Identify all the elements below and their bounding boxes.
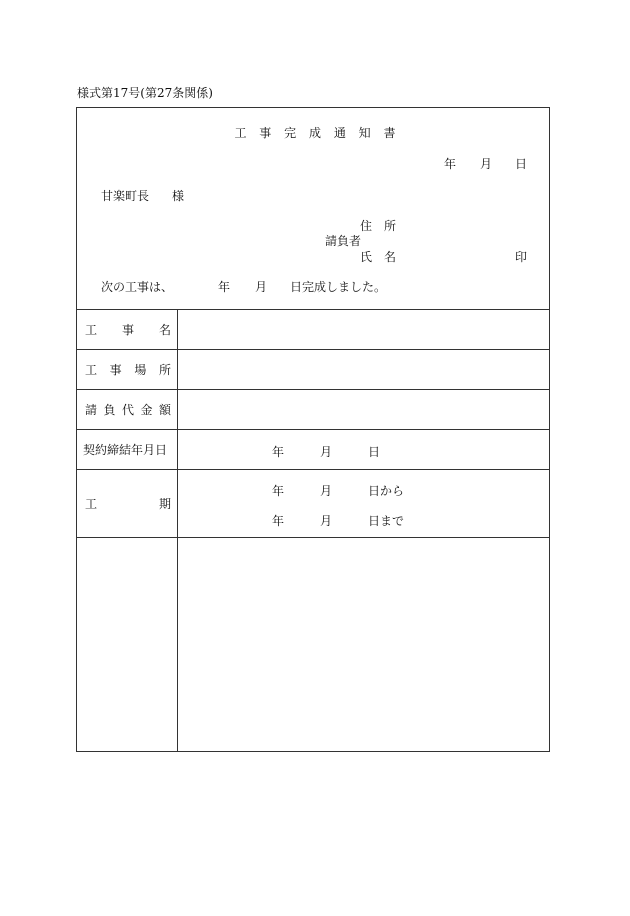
period-start-month: 月 <box>320 484 333 498</box>
label-char: 工 <box>85 322 98 337</box>
statement-suffix: 日完成しました。 <box>290 280 387 294</box>
label-char: 事 <box>109 362 122 377</box>
label-char: 所 <box>158 362 171 377</box>
contract-date-year: 年 <box>272 445 285 459</box>
label-contract-amount <box>77 389 177 429</box>
row-divider <box>76 537 550 538</box>
title-char: 書 <box>383 126 396 140</box>
label-char: 金 <box>140 402 153 417</box>
label-char: 負 <box>103 402 116 417</box>
label-char: 名 <box>158 322 171 337</box>
contractor-role-label: 請負者 <box>325 234 362 248</box>
label-char: 期 <box>158 496 171 511</box>
date-day: 日 <box>515 157 528 171</box>
statement-prefix: 次の工事は、 <box>101 280 174 294</box>
statement-year: 年 <box>218 280 231 294</box>
addressee-name: 甘楽町長 <box>101 189 150 203</box>
title-char: 成 <box>308 126 321 140</box>
document-title <box>0 124 630 141</box>
label-text: 契約締結年月日 <box>83 442 168 457</box>
form-number-header: 様式第17号(第27条関係) <box>77 86 213 100</box>
date-month: 月 <box>480 157 493 171</box>
label-char: 工 <box>85 362 98 377</box>
label-char: 額 <box>158 402 171 417</box>
period-end-year: 年 <box>272 514 285 528</box>
contractor-address-label: 住 所 <box>360 219 397 233</box>
contract-date-day: 日 <box>368 445 381 459</box>
seal-mark: 印 <box>515 250 528 264</box>
column-divider <box>177 309 178 752</box>
period-start-year: 年 <box>272 484 285 498</box>
title-char: 事 <box>259 126 272 140</box>
title-char: 知 <box>358 126 371 140</box>
label-work-period <box>77 469 177 537</box>
period-end-month: 月 <box>320 514 333 528</box>
period-end-day: 日まで <box>368 514 405 528</box>
label-char: 工 <box>85 496 98 511</box>
label-char: 代 <box>121 402 134 417</box>
title-char: 通 <box>333 126 346 140</box>
label-char: 請 <box>85 402 98 417</box>
contract-date-month: 月 <box>320 445 333 459</box>
date-year: 年 <box>444 157 457 171</box>
contractor-name-label: 氏 名 <box>360 250 397 264</box>
label-char: 場 <box>134 362 147 377</box>
addressee-honorific: 様 <box>172 189 185 203</box>
label-contract-date <box>77 429 177 469</box>
label-char: 事 <box>121 322 134 337</box>
title-char: 完 <box>284 126 297 140</box>
period-start-day: 日から <box>368 484 405 498</box>
title-char: 工 <box>234 126 247 140</box>
label-work-name <box>77 309 177 349</box>
label-work-place <box>77 349 177 389</box>
statement-month: 月 <box>255 280 268 294</box>
